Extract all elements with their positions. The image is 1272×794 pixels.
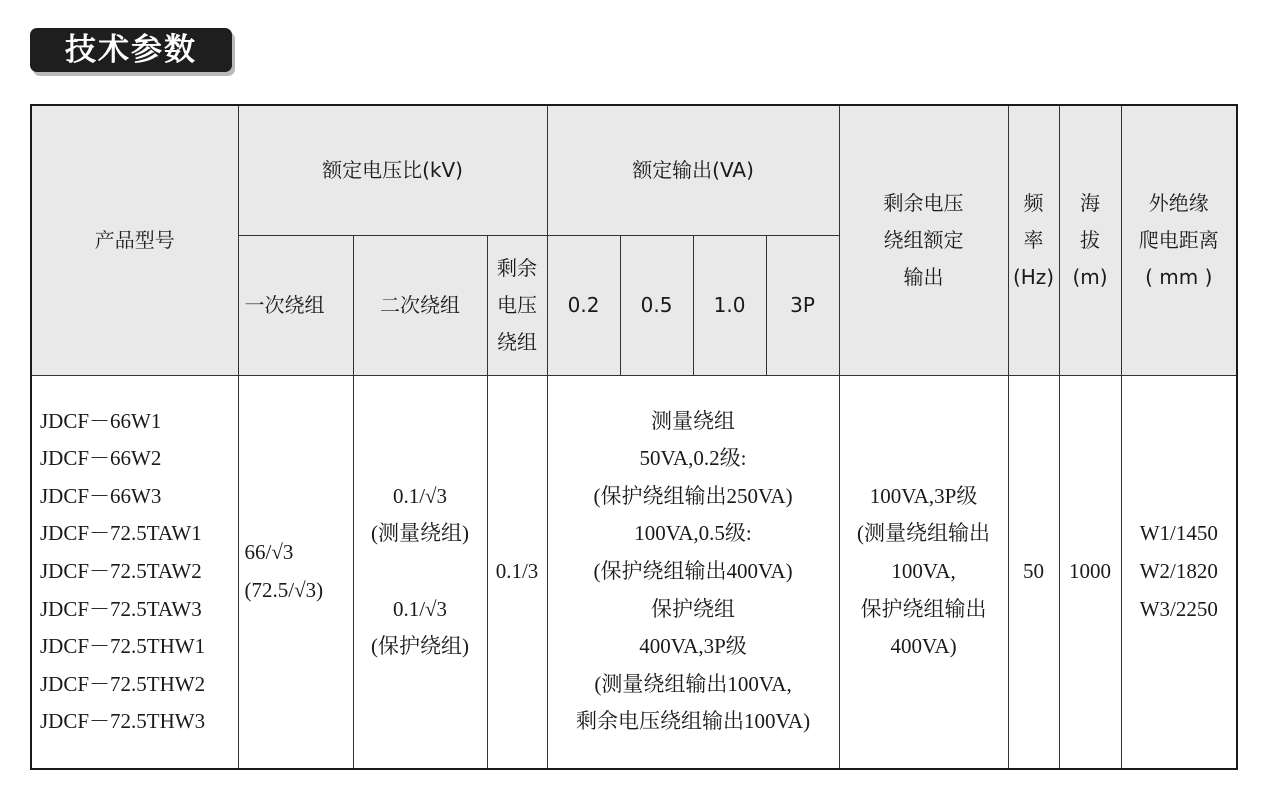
model-item: JDCF－66W1 <box>40 408 162 433</box>
header-primary: 一次绕组 <box>238 235 353 375</box>
header-output-group: 额定输出(VA) <box>547 105 839 235</box>
header-model: 产品型号 <box>31 105 238 375</box>
cell-creepage: W1/1450 W2/1820 W3/2250 <box>1121 375 1237 769</box>
header-output-0-2: 0.2 <box>547 235 620 375</box>
header-frequency: 频 率 (Hz) <box>1008 105 1059 375</box>
cell-altitude: 1000 <box>1059 375 1121 769</box>
cell-frequency: 50 <box>1008 375 1059 769</box>
header-output-1-0: 1.0 <box>693 235 766 375</box>
cell-residual: 0.1/3 <box>487 375 547 769</box>
spec-table <box>30 104 1238 770</box>
model-item: JDCF－72.5TAW2 <box>40 558 202 583</box>
model-item: JDCF－72.5THW1 <box>40 634 206 659</box>
header-output-0-5: 0.5 <box>620 235 693 375</box>
table-row <box>31 375 1237 769</box>
cell-models <box>31 375 238 769</box>
model-item: JDCF－66W3 <box>40 483 162 508</box>
header-residual-output: 剩余电压 绕组额定 输出 <box>839 105 1008 375</box>
cell-secondary: 0.1/√3 (测量绕组) 0.1/√3 (保护绕组) <box>353 375 487 769</box>
header-ratio-group: 额定电压比(kV) <box>238 105 547 235</box>
cell-primary: 66/√3 (72.5/√3) <box>238 375 353 769</box>
model-item: JDCF－72.5TAW3 <box>40 596 202 621</box>
model-item: JDCF－66W2 <box>40 446 162 471</box>
section-title: 技术参数 <box>30 28 232 72</box>
header-residual: 剩余 电压 绕组 <box>487 235 547 375</box>
cell-output: 测量绕组 50VA,0.2级: (保护绕组输出250VA) 100VA,0.5级: (保护绕组输出400VA) 保护绕组 400VA,3P级 (测量绕组输出100VA, 剩余电压绕组输出100VA) <box>547 375 839 769</box>
model-item: JDCF－72.5TAW1 <box>40 521 202 546</box>
model-item: JDCF－72.5THW3 <box>40 709 206 734</box>
header-output-3p: 3P <box>766 235 839 375</box>
cell-residual-output: 100VA,3P级 (测量绕组输出 100VA, 保护绕组输出 400VA) <box>839 375 1008 769</box>
header-creepage: 外绝缘 爬电距离 ( mm ) <box>1121 105 1237 375</box>
header-secondary: 二次绕组 <box>353 235 487 375</box>
model-item: JDCF－72.5THW2 <box>40 671 206 696</box>
header-altitude: 海 拔 (m) <box>1059 105 1121 375</box>
